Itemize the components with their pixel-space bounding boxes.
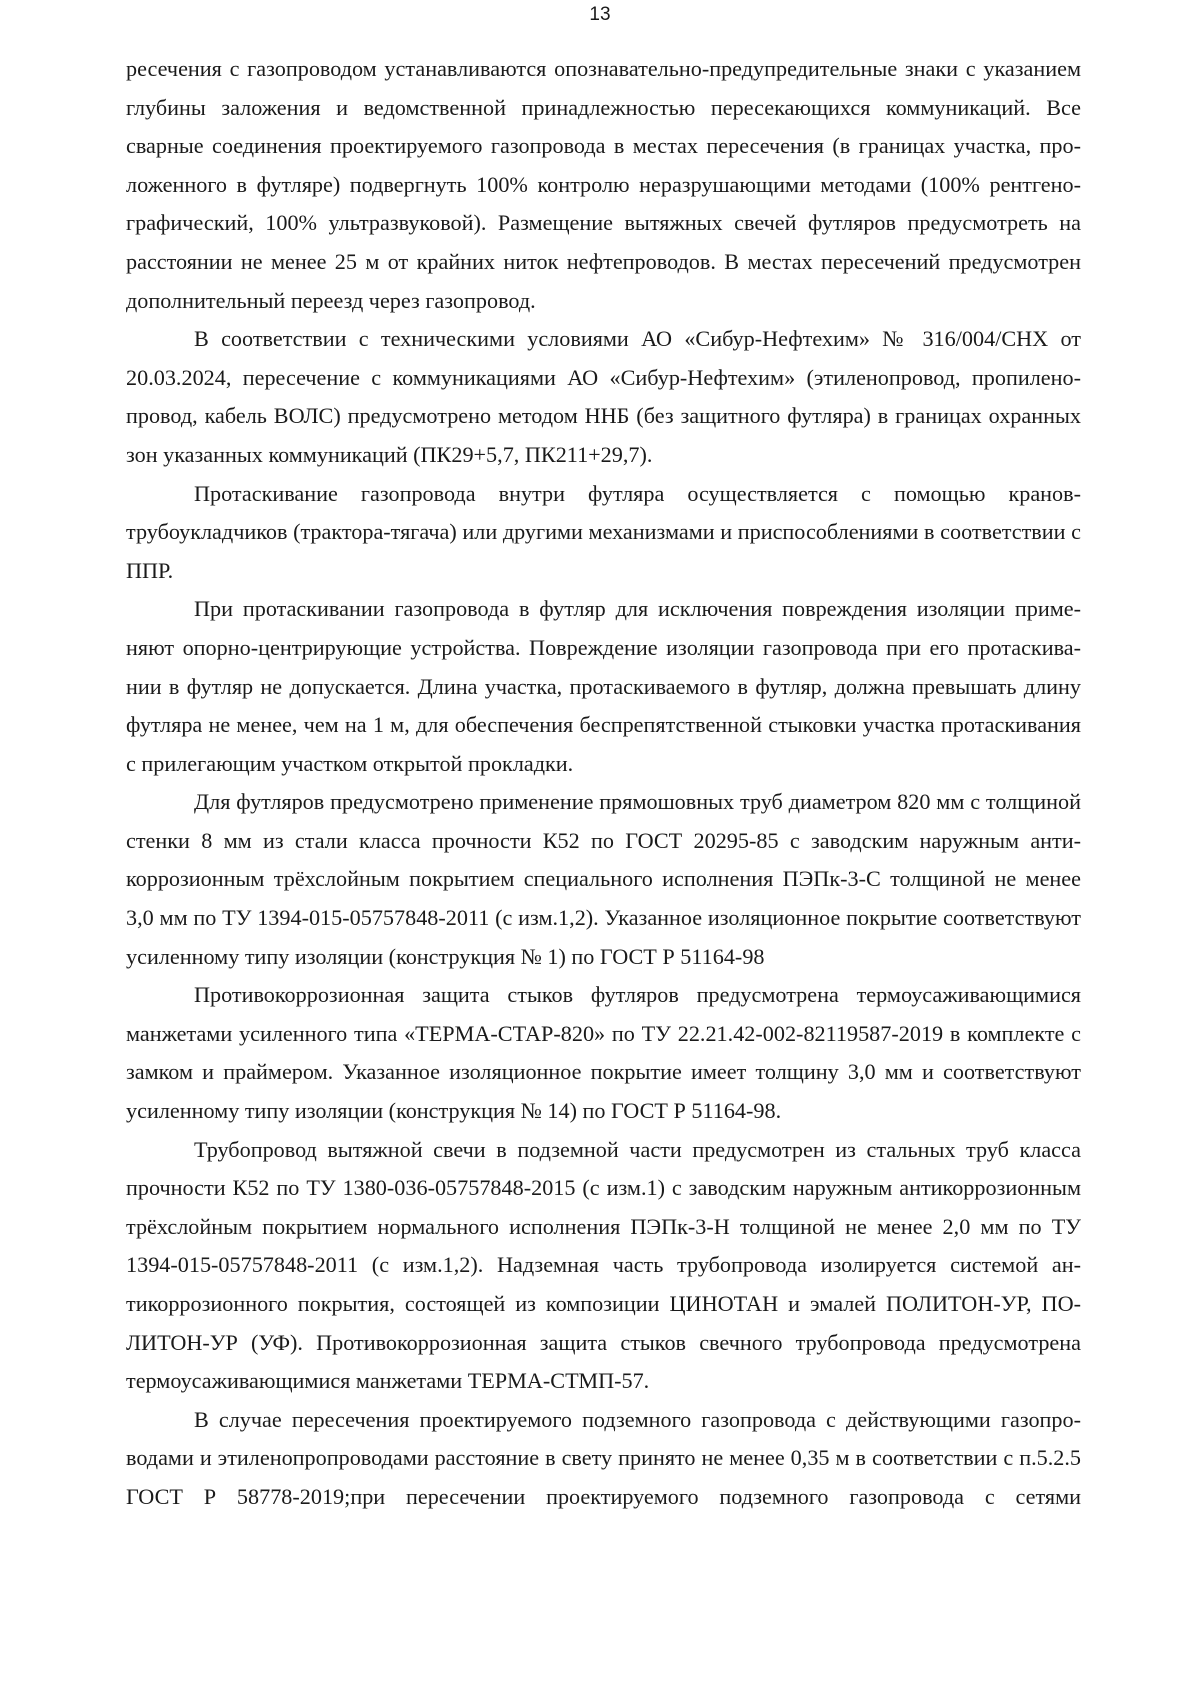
paragraph-casing-pipes: Для футляров предусмотрено применение прямошовных труб диаметром 820 мм с толщиной стенки 8 мм из стали класса прочности К52 по ГОСТ 20295-85 с заводским наружным антикоррозионным трёхслойным покрытием специального исполнения ПЭПк-3-С толщиной не менее 3,0 мм по ТУ 1394-015-05757848-2011 (с изм.1,2). Указанное изоляционное покрытие соответствуют усиленному типу изоляции (конструкция № 1) по ГОСТ Р 51164-98 [126,789,1081,969]
paragraph-sibur-conditions: В соответствии с техническими условиями АО «Сибур-Нефтехим» № 316/004/СНХ от 20.03.2024, пересечение с коммуникациями АО «Сибур-Нефтехим» (этиленопровод, пропиленопровод, кабель ВОЛС) предусмотрено методом ННБ (без защитного футляра) в границах охранных зон указанных коммуникаций (ПК29+5,7, ПК211+29,7). [126,326,1081,467]
paragraph-joint-protection: Противокоррозионная защита стыков футляров предусмотрена термоусаживающимися манжетами усиленного типа «ТЕРМА-СТАР-820» по ТУ 22.21.42-002-82119587-2019 в комплекте с замком и праймером. Указанное изоляционное покрытие имеет толщину 3,0 мм и соответствуют усиленному типу изоляции (конструкция № 14) по ГОСТ Р 51164-98. [126,982,1081,1124]
paragraph-pipe-pulling: Протаскивание газопровода внутри футляра осуществляется с помощью кранов-трубоукладчиков (трактора-тягача) или другими механизмами и приспособлениями в соответствии с ППР. [126,480,1081,583]
page-number: 13 [589,4,611,25]
paragraph-vent-pipeline: Трубопровод вытяжной свечи в подземной части предусмотрен из стальных труб класса прочности К52 по ТУ 1380-036-05757848-2015 (с изм.1) с заводским наружным антикоррозионным трёхслойным покрытием нормального исполнения ПЭПк-3-Н толщиной не менее 2,0 мм по ТУ 1394-015-05757848-2011 (с изм.1,2). Надземная часть трубопровода изолируется системой антикоррозионного покрытия, состоящей из композиции ЦИНОТАН и эмалей ПОЛИТОН-УР, ПОЛИТОН-УР (УФ). Противокоррозионная защита стыков свечного трубопровода предусмотрена термоусаживающимися манжетами ТЕРМА-СТМП-57. [126,1136,1081,1394]
document-body [126,50,1081,1517]
paragraph-clearance-distance: В случае пересечения проектируемого подземного газопровода с действующими газопроводами и этиленопропроводами расстояние в свету принято не менее 0,35 м в соответствии с п.5.2.5 ГОСТ Р 58778-2019;при пересечении проектируемого подземного газопровода с сетями [126,1406,1081,1509]
paragraph-crossing-marks: ресечения с газопроводом устанавливаются опознавательно-предупредительные знаки с указанием глубины заложения и ведомственной принадлежностью пересекающихся коммуникаций. Все сварные соединения проектируемого газопровода в местах пересечения (в границах участка, проложенного в футляре) подвергнуть 100% контролю неразрушающими методами (100% рентгенографический, 100% ультразвуковой). Размещение вытяжных свечей футляров предусмотреть на расстоянии не менее 25 м от крайних ниток нефтепроводов. В местах пересечений предусмотрен дополнительный переезд через газопровод. [126,56,1081,313]
paragraph-insulation-protection: При протаскивании газопровода в футляр для исключения повреждения изоляции применяют опорно-центрирующие устройства. Повреждение изоляции газопровода при его протаскивании в футляр не допускается. Длина участка, протаскиваемого в футляр, должна превышать длину футляра не менее, чем на 1 м, для обеспечения беспрепятственной стыковки участка протаскивания с прилегающим участком открытой прокладки. [126,596,1081,776]
